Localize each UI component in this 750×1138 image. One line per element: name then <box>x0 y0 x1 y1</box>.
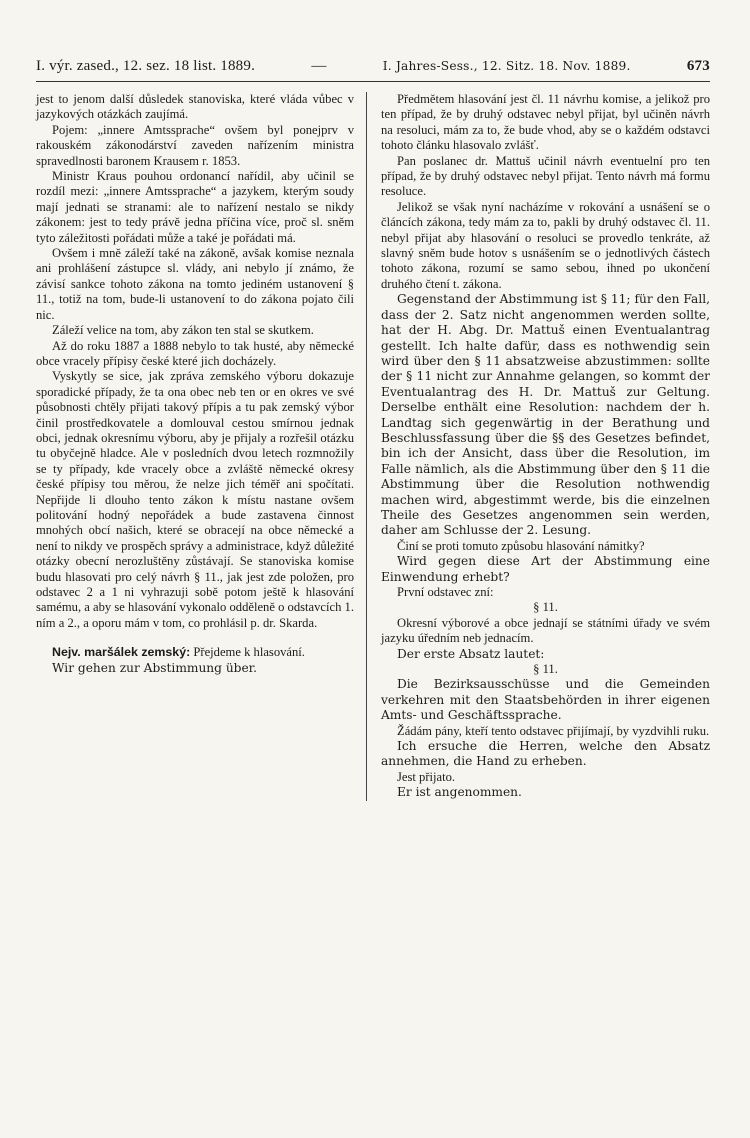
paragraph: Ovšem i mně záleží také na zákoně, avšak komise neznala ani prohlášení zástupce sl. vlády, ani nebylo jí známo, že závisí sankce tohoto zákona na tomto jediném ustanovení § 11., totiž na tom, bude-li ustanovení to do zákona pojato čili nic. <box>36 246 354 322</box>
paragraph-german: Gegenstand der Abstimmung ist § 11; für den Fall, dass der 2. Satz nicht angenommen werden sollte, hat der H. Abg. Dr. Mattuš einen Eventualantrag gestellt. Ich halte dafür, dass es nothwendig sein wird über den § 11 absatzweise abzustimmen: sollte der § 11 nicht zur Annahme gelangen, so kommt der Eventualantrag des H. Dr. Mattuš zur Geltung. Derselbe enthält eine Resolution: nachdem der h. Landtag sich gegenwärtig in der Berathung und Beschlussfassung über die §§ des Gesetzes befindet, bin ich der Ansicht, dass über die Resolution, im Falle nämlich, als die Abstimmung über den § 11 die Abstimmung über die Resolution nothwendig machen wird, abgestimmt werde, bis die einzelnen Theile des Gesetzes angenommen sein werden, daher am Schlusse der 2. Lesung. <box>381 292 710 538</box>
paragraph: Žádám pány, kteří tento odstavec přijímají, by vyzdvihli ruku. <box>397 723 710 738</box>
speaker-paragraph <box>36 645 354 660</box>
header-czech: I. výr. zased., 12. sez. 18 list. 1889. <box>36 58 256 74</box>
paragraph: První odstavec zní: <box>397 585 494 599</box>
header-german: I. Jahres-Sess., 12. Sitz. 18. Nov. 1889. <box>382 59 631 73</box>
paragraph: Pojem: „innere Amtssprache“ ovšem byl ponejprv v rakouském zákonodárství zaveden nařízením ministra spravedlnosti baronem Krausem r. 1853. <box>36 122 354 168</box>
paragraph-german: Die Bezirksausschüsse und die Gemeinden verkehren mit den Staatsbehörden in ihrer eigenen Amts- und Geschäftssprache. <box>381 677 710 723</box>
paragraph: Záleží velice na tom, aby zákon ten stal se skutkem. <box>52 323 314 338</box>
paragraph: Jest přijato. <box>397 769 456 784</box>
paragraph: Vyskytly se sice, jak zpráva zemského výboru dokazuje sporadické případy, že ta ona obec neb ten or en okres ve své působnosti chtěly přijati takový přípis a tu pak zemský výbor činil prostředkovatele a domlouval cestou smírnou jednak obci, jednak okresnímu výboru, aby je přijaly a rozřešil otázku tu obyčejně hladce. Ale v posledních dvou letech rozmnožily se ty případy, kde vracely obce a zvláště německé okresy české přípisy tou měrou, že nelze jich téměř ani spočítati. Nepřijde li dlouho tento zákon k místu nastane ovšem politování hodný nepořádek a bude zastavena činnost mnohých obcí našich, které se obracejí na obce německé a není to nikdy ve prospěch správy a administrace, když důležité otázky obecní nerozluštěny zůstávají. Se stanoviska komise budu hlasovati pro celý návrh § 11., jak jest zde položen, pro odstavec 2 a 1 ni vyhrazuji sobě potom ještě k hlasování samému, a aby se hlasování vykonalo odděleně o odstavcích 1. ním a 2., a oporu mám v tom, co prohlásil p. dr. Skarda. <box>36 369 354 630</box>
section-heading: § 11. <box>533 600 558 615</box>
paragraph: jest to jenom další důsledek stanoviska, které vláda vůbec v jazykových otázkách zaujímá. <box>36 92 354 122</box>
paragraph: Okresní výborové a obce jednají se státními úřady ve svém jazyku úředním neb jednacím. <box>381 615 710 646</box>
left-column <box>36 92 366 801</box>
speaker-text: Přejdeme k hlasování. <box>190 645 305 660</box>
page-header <box>36 58 710 82</box>
paragraph-german: Wird gegen diese Art der Abstimmung eine Einwendung erhebt? <box>381 554 710 584</box>
paragraph-german: Wir gehen zur Abstimmung über. <box>52 660 258 675</box>
speaker-name: Nejv. maršálek zemský: <box>52 645 191 660</box>
two-column-body <box>36 92 710 801</box>
paragraph: Předmětem hlasování jest čl. 11 návrhu komise, a jelikož pro ten případ, že by druhý odstavec nebyl přijat, byl učiněn návrh na resoluci, mám za to, že bude vhod, aby se o každém odstavci tohoto článku hlasovalo zvlášť. <box>381 92 710 153</box>
page-number: 673 <box>686 58 710 74</box>
paragraph: Jelikož se však nyní nacházíme v rokování a usnášení se o článcích zákona, tedy mám za to, pakli by druhý odstavec čl. 11. nebyl přijat aby hlasování o resoluci se provedlo tenkráte, až slavný sněm bude hotov s usnášením se o jednotlivých částech tohoto zákona, rozumí se samo sebou, ihned po ukončení druhého čtení t. zákona. <box>381 199 710 291</box>
paragraph: Pan poslanec dr. Mattuš učinil návrh eventuelní pro ten případ, že by druhý odstavec nebyl přijat. Tento návrh má formu resoluce. <box>381 153 710 199</box>
paragraph: Až do roku 1887 a 1888 nebylo to tak husté, aby německé obce vracely přípisy české které jich docházely. <box>36 338 354 368</box>
paragraph-german: Der erste Absatz lautet: <box>397 646 545 661</box>
right-column <box>366 92 710 801</box>
paragraph-german: Er ist angenommen. <box>397 785 522 800</box>
paragraph-german: Ich ersuche die Herren, welche den Absatz annehmen, die Hand zu erheben. <box>381 739 710 769</box>
paragraph: Ministr Kraus pouhou ordonancí nařídil, aby učinil se rozdíl mezi: „innere Amtssprache“ a jazykem, kterým soudy mají jednati se stranami: ale to nařízení nestalo se nikdy zákonem: jest to tedy právě jedna příčina více, proč sl. sněm tyto záležitosti pořádati může a také je pořádati má. <box>36 169 354 245</box>
section-heading: § 11. <box>533 662 558 677</box>
header-separator: — <box>311 58 327 74</box>
paragraph: Činí se proti tomuto způsobu hlasování námitky? <box>397 538 645 553</box>
